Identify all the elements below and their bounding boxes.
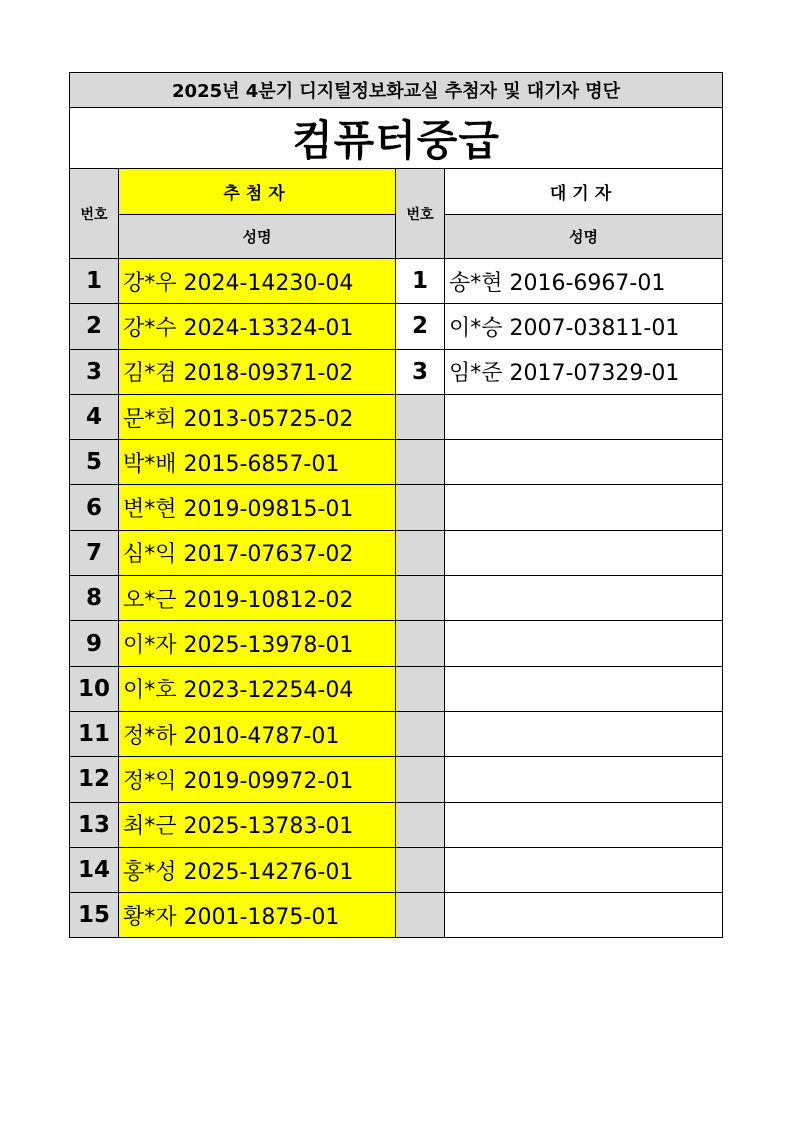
winner-number: 6	[70, 485, 119, 530]
winner-number: 3	[70, 349, 119, 394]
winner-number: 9	[70, 621, 119, 666]
table-row	[70, 394, 723, 439]
waiter-name	[445, 394, 723, 439]
winner-name: 정*익 2019-09972-01	[119, 757, 396, 802]
winner-name: 홍*성 2025-14276-01	[119, 847, 396, 892]
winner-name: 이*호 2023-12254-04	[119, 666, 396, 711]
winner-number: 5	[70, 440, 119, 485]
waiter-name: 임*준 2017-07329-01	[445, 349, 723, 394]
waiter-number	[396, 666, 445, 711]
waiters-header	[445, 169, 723, 215]
waiter-number-header: 번호	[396, 169, 445, 259]
winner-number: 1	[70, 259, 119, 304]
waiter-name	[445, 893, 723, 938]
waiter-number	[396, 485, 445, 530]
waiter-number	[396, 847, 445, 892]
winner-name: 강*수 2024-13324-01	[119, 304, 396, 349]
table-row	[70, 621, 723, 666]
waiter-number	[396, 394, 445, 439]
winner-name: 변*현 2019-09815-01	[119, 485, 396, 530]
winner-name: 최*근 2025-13783-01	[119, 802, 396, 847]
table-row	[70, 530, 723, 575]
waiter-name	[445, 666, 723, 711]
table-row	[70, 666, 723, 711]
table-row	[70, 576, 723, 621]
waiter-name	[445, 802, 723, 847]
waiter-name	[445, 440, 723, 485]
winner-number: 13	[70, 802, 119, 847]
winner-name: 김*겸 2018-09371-02	[119, 349, 396, 394]
waiter-name	[445, 576, 723, 621]
course-title: 컴퓨터중급	[70, 108, 723, 169]
table-row	[70, 757, 723, 802]
table-row	[70, 440, 723, 485]
waiter-name	[445, 621, 723, 666]
winner-name: 강*우 2024-14230-04	[119, 259, 396, 304]
waiter-number: 3	[396, 349, 445, 394]
winner-number: 14	[70, 847, 119, 892]
waiter-name	[445, 530, 723, 575]
table-row	[70, 802, 723, 847]
waiter-number	[396, 893, 445, 938]
waiter-number	[396, 530, 445, 575]
waiter-number	[396, 802, 445, 847]
winner-name: 정*하 2010-4787-01	[119, 711, 396, 756]
winners-header-label: 추첨자	[223, 184, 291, 204]
winner-number: 11	[70, 711, 119, 756]
roster-sheet	[69, 72, 722, 938]
waiter-name	[445, 485, 723, 530]
winner-name-header: 성명	[119, 215, 396, 259]
winner-name: 문*회 2013-05725-02	[119, 394, 396, 439]
table-row	[70, 259, 723, 304]
winner-name: 심*익 2017-07637-02	[119, 530, 396, 575]
waiter-number	[396, 576, 445, 621]
table-row	[70, 893, 723, 938]
waiter-number	[396, 440, 445, 485]
roster-table	[69, 72, 723, 938]
waiter-number: 1	[396, 259, 445, 304]
waiter-name: 이*승 2007-03811-01	[445, 304, 723, 349]
winners-header	[119, 169, 396, 215]
table-row	[70, 711, 723, 756]
table-row	[70, 304, 723, 349]
table-row	[70, 485, 723, 530]
waiter-name	[445, 847, 723, 892]
waiter-number: 2	[396, 304, 445, 349]
waiter-number	[396, 621, 445, 666]
winner-name: 황*자 2001-1875-01	[119, 893, 396, 938]
waiter-name: 송*현 2016-6967-01	[445, 259, 723, 304]
winner-number: 15	[70, 893, 119, 938]
document-subtitle: 2025년 4분기 디지털정보화교실 추첨자 및 대기자 명단	[70, 73, 723, 108]
winner-name: 이*자 2025-13978-01	[119, 621, 396, 666]
waiter-name-header: 성명	[445, 215, 723, 259]
winner-number: 4	[70, 394, 119, 439]
winner-number-header: 번호	[70, 169, 119, 259]
winner-number: 12	[70, 757, 119, 802]
winner-number: 2	[70, 304, 119, 349]
table-row	[70, 349, 723, 394]
winner-name: 오*근 2019-10812-02	[119, 576, 396, 621]
winner-number: 10	[70, 666, 119, 711]
waiter-number	[396, 757, 445, 802]
waiter-number	[396, 711, 445, 756]
waiters-header-label: 대기자	[549, 184, 618, 204]
winner-number: 7	[70, 530, 119, 575]
winner-name: 박*배 2015-6857-01	[119, 440, 396, 485]
winner-number: 8	[70, 576, 119, 621]
waiter-name	[445, 711, 723, 756]
table-row	[70, 847, 723, 892]
waiter-name	[445, 757, 723, 802]
